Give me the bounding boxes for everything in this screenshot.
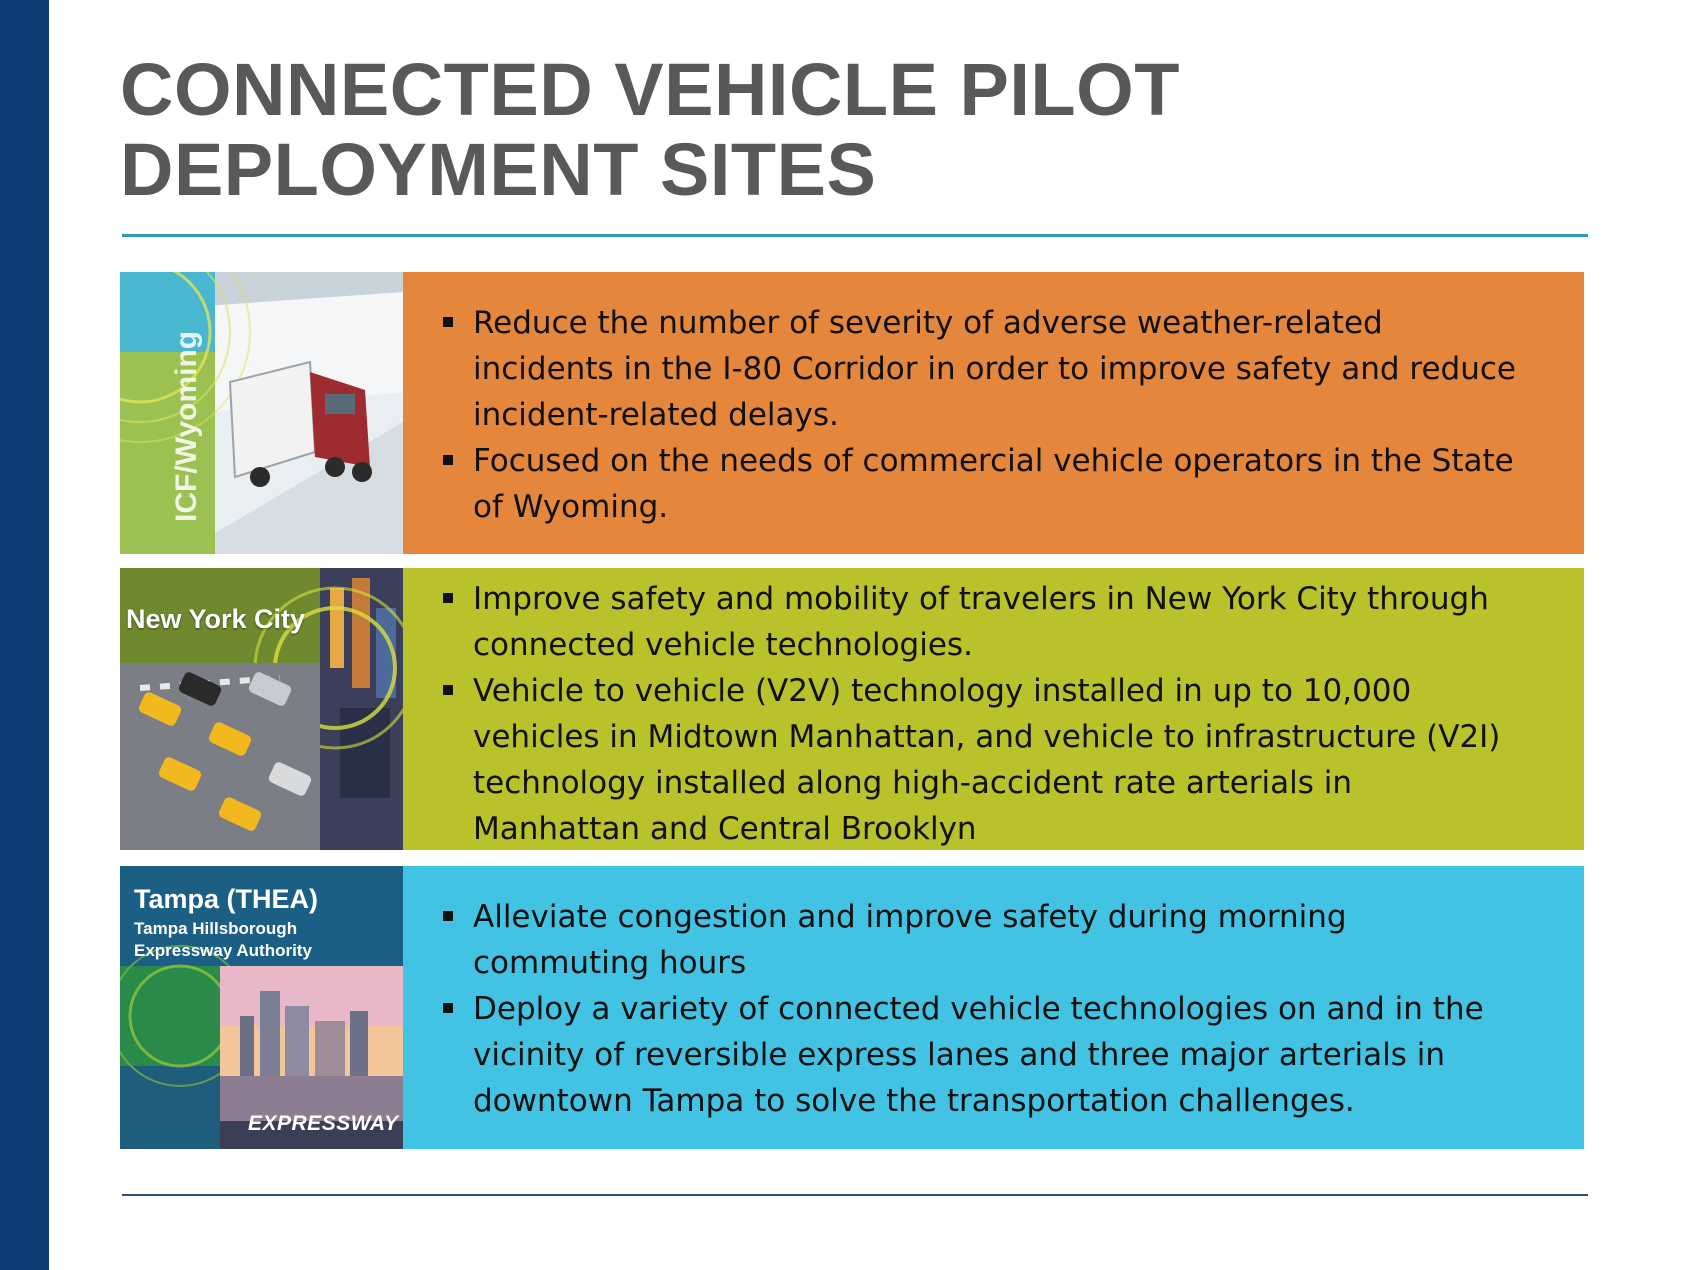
list-item [443, 438, 1524, 530]
list-item [443, 986, 1524, 1124]
site-row-wyoming [120, 272, 1584, 554]
nyc-image-label: New York City [126, 604, 306, 634]
title-divider [122, 234, 1588, 237]
square-bullet-icon [443, 1003, 453, 1013]
expressway-logo: EXPRESSWAY [248, 1112, 399, 1135]
wyoming-image-label: ICF/Wyoming [170, 330, 203, 522]
bullet-text: Improve safety and mobility of travelers in New York City through connected vehicle technologies. [473, 581, 1489, 663]
wyoming-bullet-list [443, 300, 1524, 530]
square-bullet-icon [443, 455, 453, 465]
wyoming-image [120, 272, 403, 554]
bullet-text: Reduce the number of severity of adverse weather-related incidents in the I-80 Corridor in order to improve safety and reduce incident-related delays. [473, 305, 1516, 433]
tampa-image [120, 866, 403, 1149]
tampa-image-sublabel-line-1: Tampa Hillsborough [134, 919, 298, 938]
square-bullet-icon [443, 593, 453, 603]
square-bullet-icon [443, 911, 453, 921]
square-bullet-icon [443, 317, 453, 327]
list-item [443, 668, 1524, 852]
site-row-tampa [120, 866, 1584, 1149]
list-item [443, 576, 1524, 668]
list-item [443, 894, 1524, 986]
page-title [120, 50, 1180, 210]
bullet-text: Vehicle to vehicle (V2V) technology installed in up to 10,000 vehicles in Midtown Manhattan, and vehicle to infrastructure (V2I) technology installed along high-accident rate arterials in Manhattan and Central Brooklyn [473, 673, 1501, 847]
nyc-bullet-list [443, 576, 1524, 852]
bullet-text: Deploy a variety of connected vehicle technologies on and in the vicinity of reversible express lanes and three major arterials in downtown Tampa to solve the transportation challenges. [473, 991, 1484, 1119]
square-bullet-icon [443, 685, 453, 695]
page-title-line-2: DEPLOYMENT SITES [120, 128, 877, 211]
nyc-panel [403, 568, 1584, 850]
tampa-image-sublabel-line-2: Expressway Authority [134, 941, 312, 960]
bullet-text: Focused on the needs of commercial vehicle operators in the State of Wyoming. [473, 443, 1514, 525]
wyoming-panel [403, 272, 1584, 554]
footer-divider [122, 1194, 1588, 1196]
tampa-bullet-list [443, 894, 1524, 1124]
tampa-image-label: Tampa (THEA) [134, 884, 319, 914]
list-item [443, 300, 1524, 438]
page-title-line-1: CONNECTED VEHICLE PILOT [120, 48, 1180, 131]
left-accent-bar [0, 0, 49, 1270]
site-row-nyc [120, 568, 1584, 850]
tampa-image-sublabel [134, 918, 312, 962]
bullet-text: Alleviate congestion and improve safety during morning commuting hours [473, 899, 1347, 981]
nyc-image [120, 568, 403, 850]
tampa-panel [403, 866, 1584, 1149]
